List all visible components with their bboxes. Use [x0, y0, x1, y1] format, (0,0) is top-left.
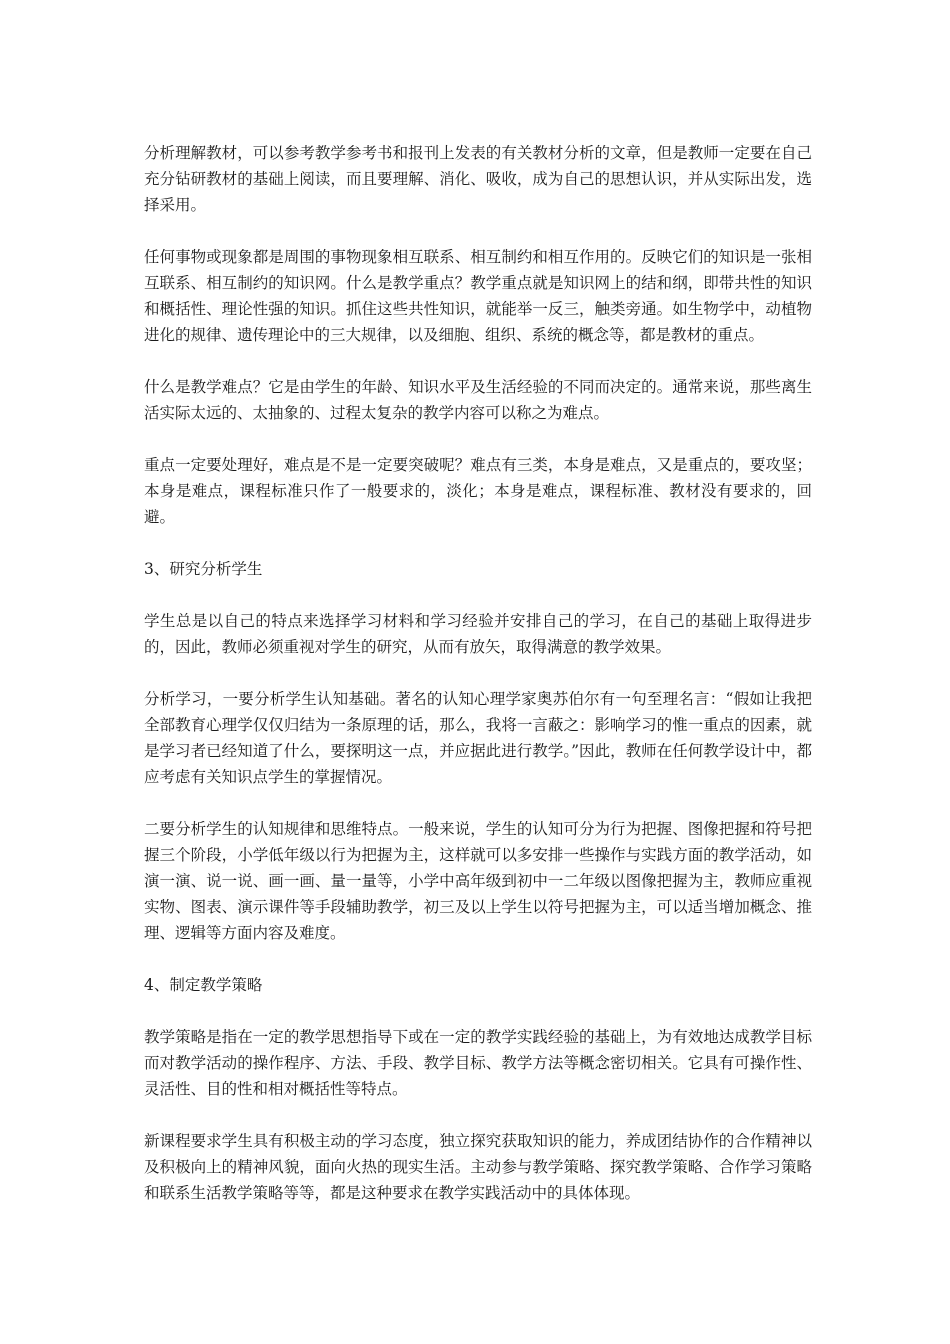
section-heading-study-students: 3、研究分析学生 — [144, 560, 263, 578]
paragraph-cognitive-foundation: 分析学习，一要分析学生认知基础。著名的认知心理学家奥苏伯尔有一句至理名言：“假如让我把全部教育心理学仅仅归结为一条原理的话，那么，我将一言蔽之：影响学习的惟一重点的因素，就是学习者已经知道了什么，要探明这一点，并应据此进行教学。”因此，教师在任何教学设计中，都应考虑有关知识点学生的掌握情况。 — [144, 690, 812, 786]
paragraph-teaching-focus: 任何事物或现象都是周围的事物现象相互联系、相互制约和相互作用的。反映它们的知识是一张相互联系、相互制约的知识网。什么是教学重点？教学重点就是知识网上的结和纲，即带共性的知识和概括性、理论性强的知识。抓住这些共性知识，就能举一反三，触类旁通。如生物学中，动植物进化的规律、遗传理论中的三大规律，以及细胞、组织、系统的概念等，都是教材的重点。 — [144, 248, 812, 344]
paragraph-student-characteristics: 学生总是以自己的特点来选择学习材料和学习经验并安排自己的学习，在自己的基础上取得进步的，因此，教师必须重视对学生的研究，从而有放矢，取得满意的教学效果。 — [144, 612, 812, 656]
paragraph-strategy-definition: 教学策略是指在一定的教学思想指导下或在一定的教学实践经验的基础上，为有效地达成教学目标而对教学活动的操作程序、方法、手段、教学目标、教学方法等概念密切相关。它具有可操作性、灵活性、目的性和相对概括性等特点。 — [144, 1028, 812, 1098]
paragraph-cognitive-rules: 二要分析学生的认知规律和思维特点。一般来说，学生的认知可分为行为把握、图像把握和符号把握三个阶段，小学低年级以行为把握为主，这样就可以多安排一些操作与实践方面的教学活动，如演一演、说一说、画一画、量一量等，小学中高年级到初中一二年级以图像把握为主，教师应重视实物、图表、演示课件等手段辅助教学，初三及以上学生以符号把握为主，可以适当增加概念、推理、逻辑等方面内容及难度。 — [144, 820, 812, 942]
document-body — [144, 140, 812, 1232]
paragraph-textbook-analysis: 分析理解教材，可以参考教学参考书和报刊上发表的有关教材分析的文章，但是教师一定要在自己充分钻研教材的基础上阅读，而且要理解、消化、吸收，成为自己的思想认识，并从实际出发，选择采用。 — [144, 144, 812, 214]
paragraph-teaching-difficulty: 什么是教学难点？它是由学生的年龄、知识水平及生活经验的不同而决定的。通常来说，那些离生活实际太远的、太抽象的、过程太复杂的教学内容可以称之为难点。 — [144, 378, 812, 422]
section-heading-teaching-strategy: 4、制定教学策略 — [144, 976, 263, 994]
paragraph-new-curriculum: 新课程要求学生具有积极主动的学习态度，独立探究获取知识的能力，养成团结协作的合作精神以及积极向上的精神风貌，面向火热的现实生活。主动参与教学策略、探究教学策略、合作学习策略和联系生活教学策略等等，都是这种要求在教学实践活动中的具体体现。 — [144, 1132, 812, 1202]
paragraph-focus-and-difficulty: 重点一定要处理好，难点是不是一定要突破呢？难点有三类，本身是难点，又是重点的，要攻坚；本身是难点，课程标准只作了一般要求的，淡化；本身是难点，课程标准、教材没有要求的，回避。 — [144, 456, 812, 526]
